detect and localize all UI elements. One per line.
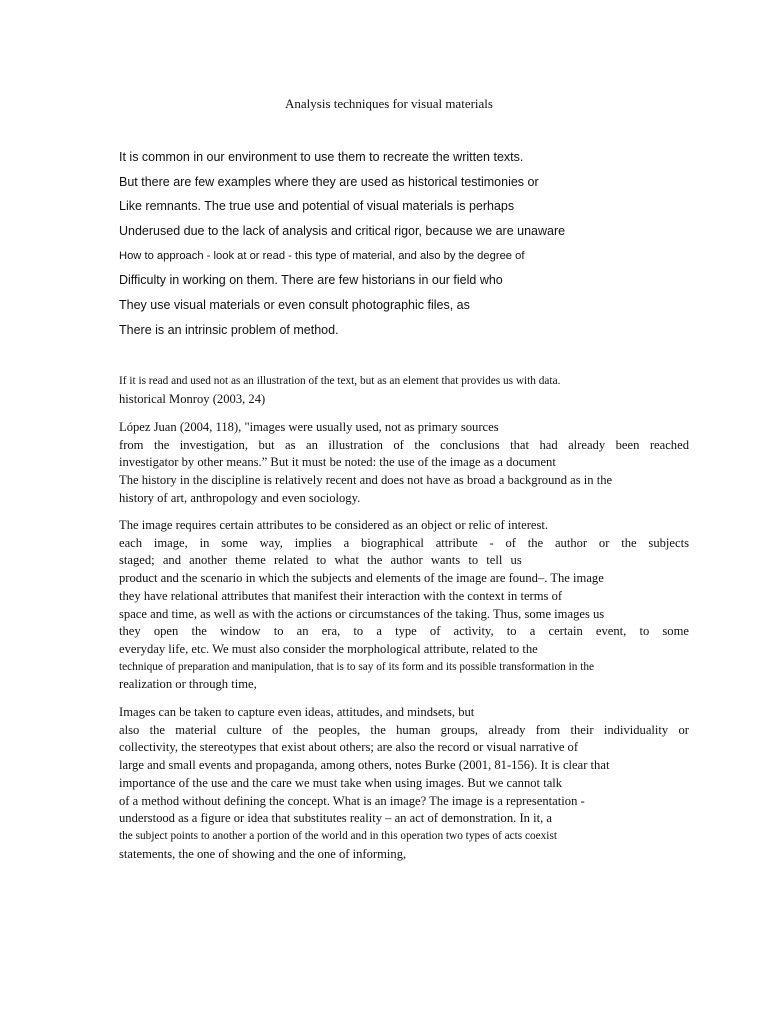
paragraph-line: they open the window to an era, to a type of activity, to a certain event, to some <box>119 624 689 639</box>
paragraph-line: The image requires certain attributes to be considered as an object or relic of interest. <box>119 518 549 532</box>
intro-line: There is an intrinsic problem of method. <box>119 322 339 337</box>
paragraph-line: product and the scenario in which the subjects and elements of the image are found–. The image <box>119 571 604 586</box>
intro-paragraph <box>119 148 719 346</box>
paragraph-line: The history in the discipline is relatively recent and does not have as broad a background as in the <box>119 473 613 488</box>
paragraph-line: space and time, as well as with the actions or circumstances of the taking. Thus, some images us <box>119 606 605 621</box>
paragraph-line: statements, the one of showing and the one of informing, <box>119 846 407 861</box>
paragraph-line: realization or through time, <box>119 677 257 692</box>
paragraph-line: staged; and another theme related to what the author wants to tell us <box>119 553 522 568</box>
document-title: Analysis techniques for visual materials <box>285 96 493 111</box>
paragraph-line: technique of preparation and manipulation, that is to say of its form and its possible transformation in the <box>119 660 594 673</box>
paragraph-line: collectivity, the stereotypes that exist about others; are also the record or visual narrative of <box>119 740 579 755</box>
intro-line: Underused due to the lack of analysis and critical rigor, because we are unaware <box>119 224 566 239</box>
intro-line: How to approach - look at or read - this type of material, and also by the degree of <box>119 249 525 262</box>
paragraph-line: also the material culture of the peoples, the human groups, already from their individuality or <box>119 722 689 737</box>
intro-line: It is common in our environment to use them to recreate the written texts. <box>119 150 524 164</box>
paragraph-images <box>119 704 689 863</box>
paragraph-lopez <box>119 419 689 508</box>
paragraph-line: understood as a figure or idea that substitutes reality – an act of demonstration. In it, a <box>119 811 552 826</box>
paragraph-line: historical Monroy (2003, 24) <box>119 391 266 406</box>
paragraph-line: Images can be taken to capture even ideas, attitudes, and mindsets, but <box>119 705 475 719</box>
paragraph-line: each image, in some way, implies a biographical attribute - of the author or the subjects <box>119 535 689 550</box>
paragraph-line: of a method without defining the concept. What is an image? The image is a representation - <box>119 793 585 808</box>
paragraph-monroy <box>119 373 689 408</box>
paragraph-line: investigator by other means.” But it must be noted: the use of the image as a document <box>119 455 556 470</box>
intro-line: Difficulty in working on them. There are few historians in our field who <box>119 273 503 288</box>
paragraph-line: they have relational attributes that manifest their interaction with the context in terms of <box>119 588 563 603</box>
paragraph-line: everyday life, etc. We must also consider the morphological attribute, related to the <box>119 641 538 656</box>
paragraph-line: the subject points to another a portion of the world and in this operation two types of acts coexist <box>119 829 557 842</box>
paragraph-line: from the investigation, but as an illustration of the conclusions that had already been reached <box>119 437 689 452</box>
paragraph-line: If it is read and used not as an illustration of the text, but as an element that provides us with data. <box>119 375 561 387</box>
paragraph-line: history of art, anthropology and even sociology. <box>119 490 361 505</box>
intro-line: They use visual materials or even consult photographic files, as <box>119 298 470 313</box>
paragraph-line: López Juan (2004, 118), "images were usually used, not as primary sources <box>119 420 499 434</box>
intro-line: But there are few examples where they are used as historical testimonies or <box>119 174 539 189</box>
paragraph-line: large and small events and propaganda, among others, notes Burke (2001, 81-156). It is clear that <box>119 758 610 773</box>
paragraph-attributes <box>119 517 689 694</box>
paragraph-line: importance of the use and the care we must take when using images. But we cannot talk <box>119 775 563 790</box>
intro-line: Like remnants. The true use and potential of visual materials is perhaps <box>119 199 515 214</box>
